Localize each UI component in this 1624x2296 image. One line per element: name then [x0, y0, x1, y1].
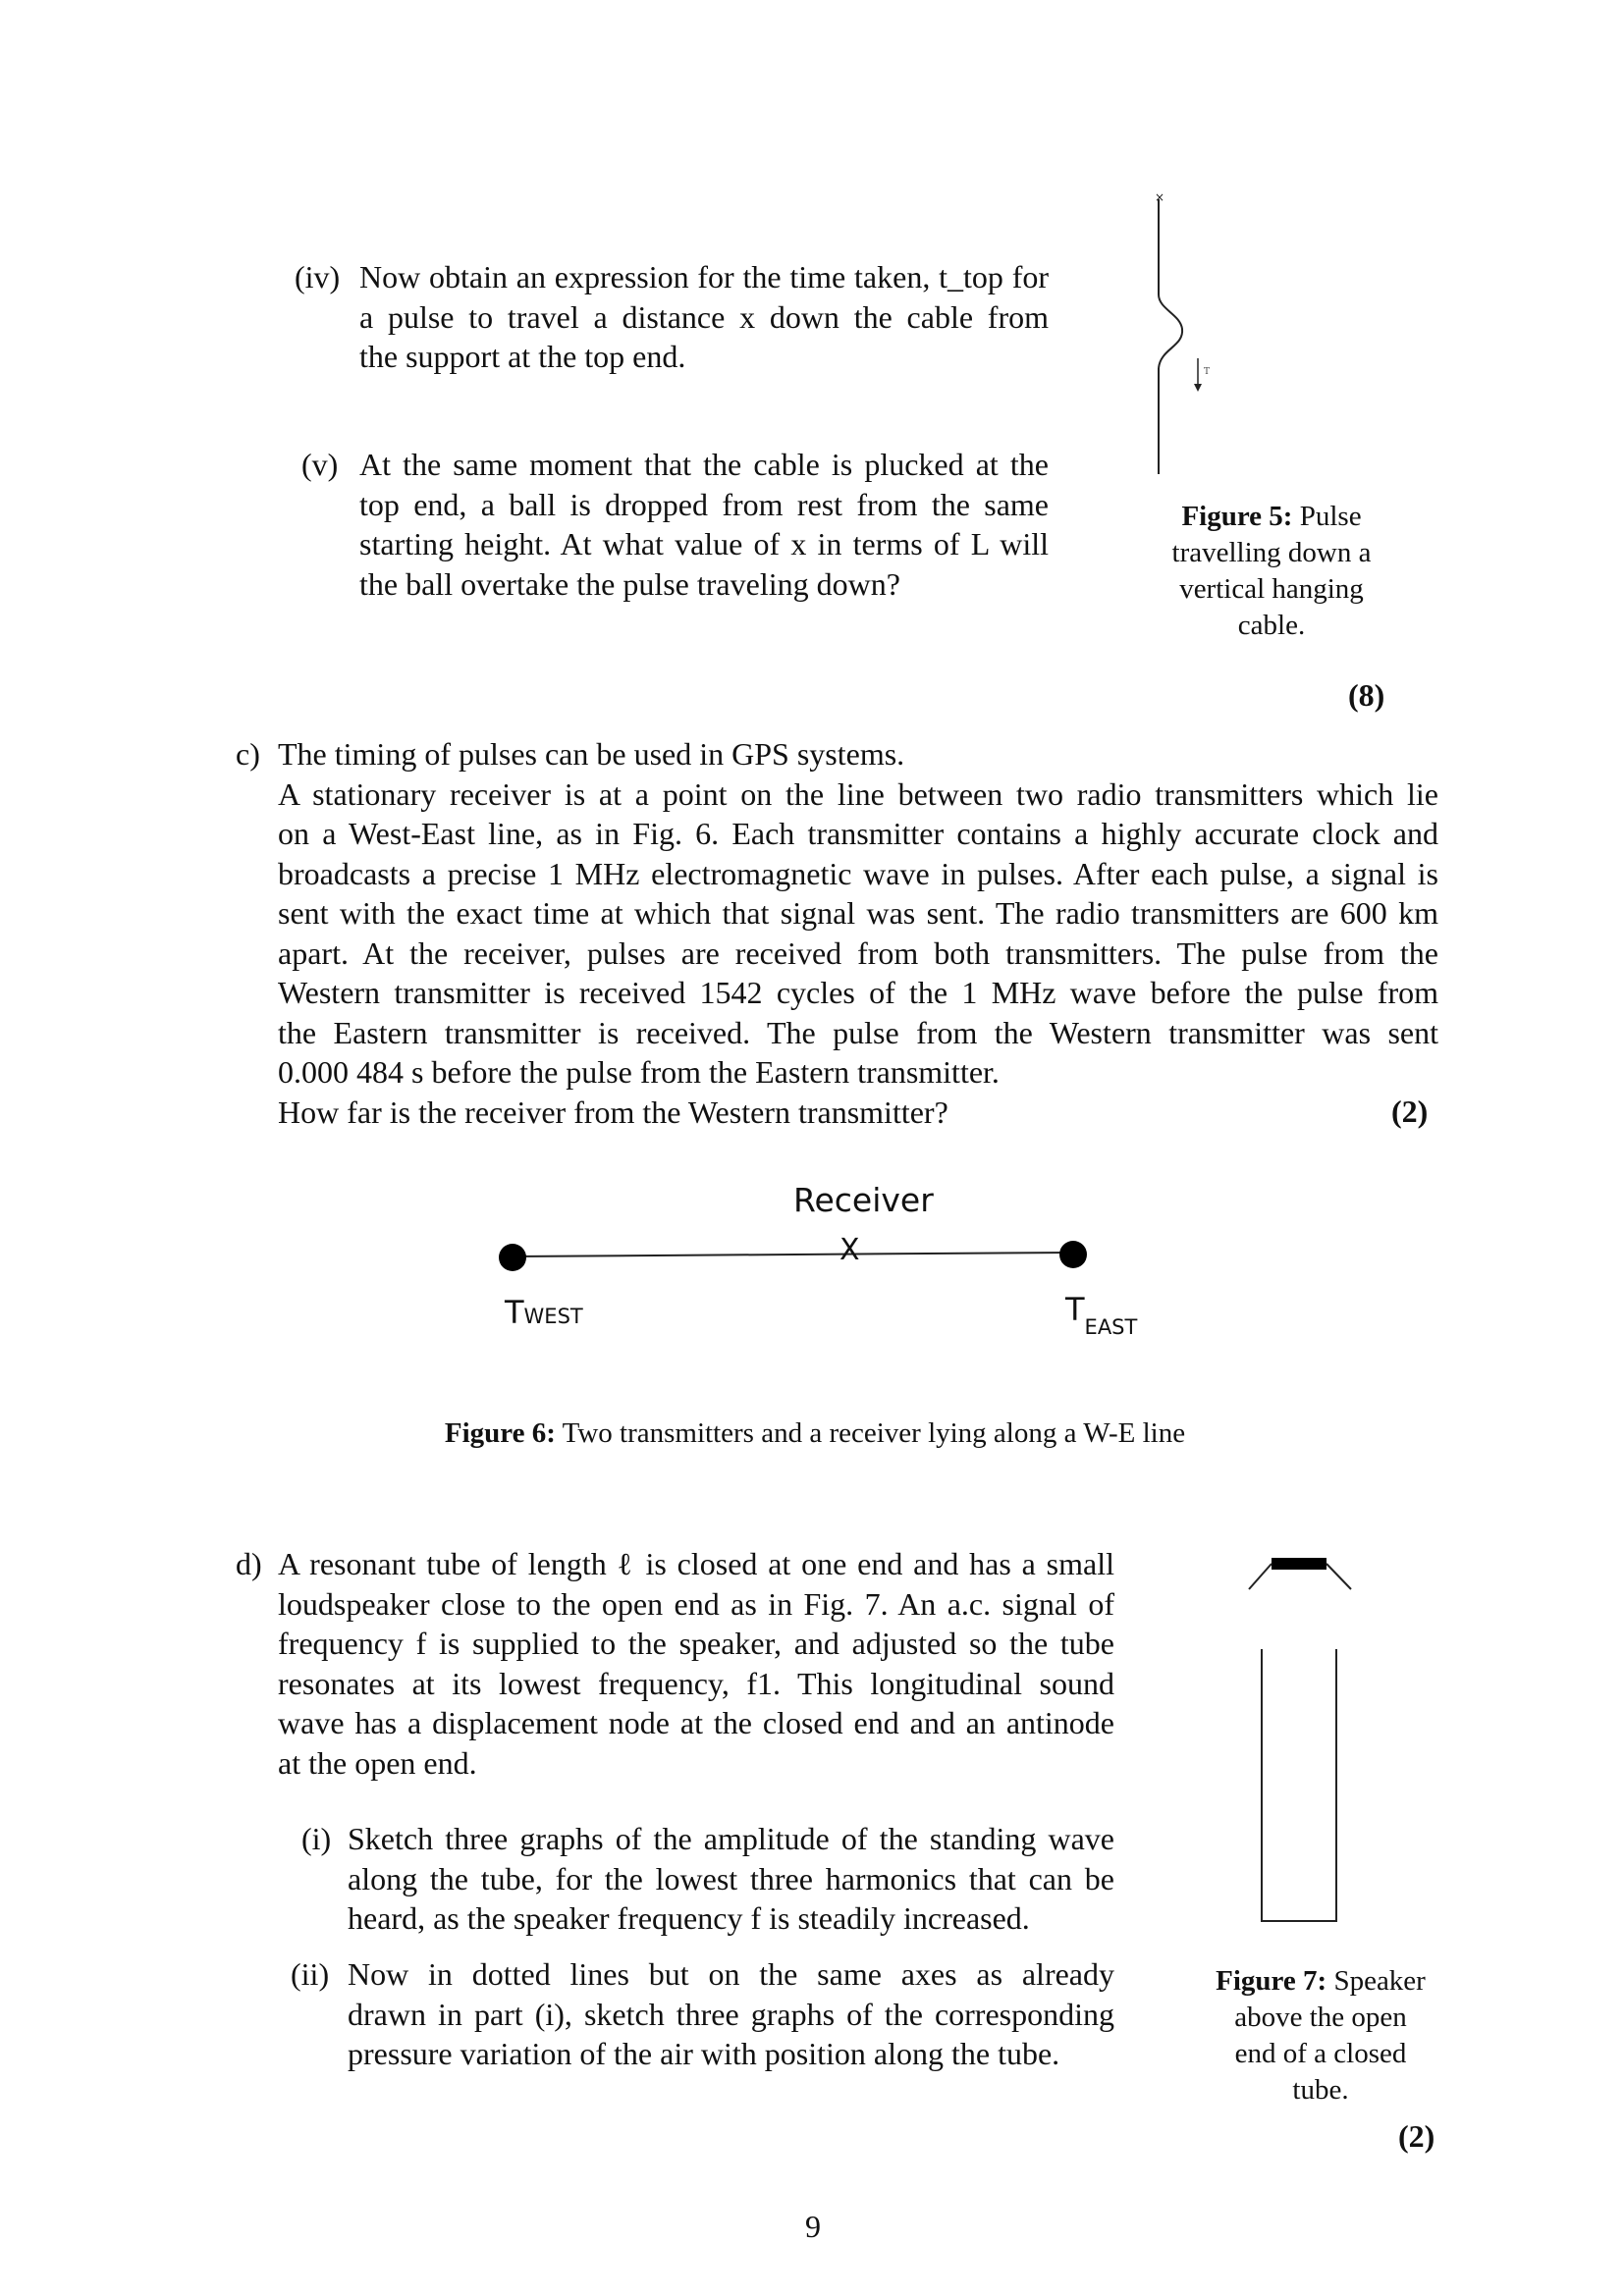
speaker-right-edge — [1326, 1564, 1351, 1589]
caption-text: Two transmitters and a receiver lying along a W-E line — [562, 1417, 1186, 1449]
caption-line: cable. — [1237, 610, 1306, 641]
east-transmitter-label: $T_{EAST}$ — [1065, 1291, 1138, 1339]
figure-7-speaker-tube — [1237, 1546, 1365, 1934]
question-text-line: How far is the receiver from the Western transmitter? — [278, 1094, 948, 1130]
question-c-label: c) — [236, 736, 260, 772]
question-text-line: frequency f is supplied to the speaker, and adjusted so the tube — [278, 1626, 1114, 1661]
question-label: (iv) — [295, 259, 341, 294]
question-text-line: heard, as the speaker frequency f is steadily increased. — [348, 1900, 1030, 1936]
receiver-label: Receiver — [793, 1181, 934, 1219]
question-text-line: Now in dotted lines but on the same axes as already — [348, 1956, 1114, 1992]
arrow-head-icon — [1194, 384, 1202, 392]
question-text-line: Now obtain an expression for the time taken, t_top for — [359, 259, 1049, 294]
question-text-line: broadcasts a precise 1 MHz electromagnetic wave in pulses. After each pulse, a signal is — [278, 855, 1438, 891]
question-text-line: At the same moment that the cable is plucked at the — [359, 447, 1049, 482]
east-transmitter-dot — [1059, 1241, 1087, 1268]
question-text-line: A stationary receiver is at a point on the line between two radio transmitters which lie — [278, 775, 1438, 812]
west-transmitter-label: TWEST — [505, 1294, 583, 1331]
figure-label: Figure 7: — [1216, 1965, 1327, 1997]
question-text-line: pressure variation of the air with position along the tube. — [348, 2036, 1060, 2071]
question-text-line: along the tube, for the lowest three harmonics that can be — [348, 1860, 1114, 1896]
question-label: (v) — [301, 447, 339, 482]
question-text-line: drawn in part (i), sketch three graphs of the corresponding — [348, 1996, 1114, 2032]
question-text-line: a pulse to travel a distance x down the cable from — [359, 298, 1049, 335]
question-text-line: the support at the top end. — [359, 339, 686, 374]
question-c — [278, 734, 1438, 1132]
caption-line: tube. — [1292, 2074, 1349, 2106]
question-text-line: 0.000 484 s before the pulse from the Eastern transmitter. — [278, 1054, 1000, 1090]
figure-5-caption — [1149, 499, 1394, 644]
question-text-line: at the open end. — [278, 1744, 477, 1781]
closed-tube — [1262, 1649, 1336, 1921]
speaker-icon — [1272, 1558, 1326, 1570]
support-mark: × — [1155, 191, 1165, 204]
question-text-line: loudspeaker close to the open end as in Fig. 7. An a.c. signal of — [278, 1585, 1114, 1622]
question-text-line: sent with the exact time at which that signal was sent. The radio transmitters are 600 km — [278, 895, 1438, 931]
speaker-left-edge — [1249, 1564, 1272, 1589]
page-number: 9 — [805, 2209, 821, 2244]
question-text-line: the Eastern transmitter is received. The pulse from the Western transmitter was sent — [278, 1014, 1438, 1050]
receiver-mark: X — [839, 1233, 860, 1267]
figure-label: Figure 6: — [444, 1417, 556, 1449]
question-text-line: Western transmitter is received 1542 cycles of the 1 MHz wave before the pulse from — [278, 975, 1438, 1010]
question-text-line: The timing of pulses can be used in GPS systems. — [278, 736, 905, 772]
question-d — [278, 1544, 1114, 1783]
figure-7-caption — [1193, 1963, 1448, 2109]
question-text-line: apart. At the receiver, pulses are received from both transmitters. The pulse from the — [278, 934, 1438, 971]
question-text-line: Sketch three graphs of the amplitude of the standing wave — [348, 1821, 1114, 1856]
figure-label: Figure 5: — [1181, 501, 1293, 532]
marks-part-d: (2) — [1398, 2118, 1435, 2154]
marks-part-c: (2) — [1391, 1094, 1429, 1129]
caption-line: end of a closed — [1234, 2038, 1407, 2069]
question-text-line: resonates at its lowest frequency, f1. This longitudinal sound — [278, 1665, 1114, 1701]
marks-part-b: (8) — [1348, 677, 1385, 713]
caption-line: above the open — [1234, 2002, 1407, 2033]
west-transmitter-dot — [499, 1244, 526, 1271]
caption-line: travelling down a — [1171, 537, 1372, 568]
question-text-line: wave has a displacement node at the closed end and an antinode — [278, 1705, 1114, 1740]
tension-label: T — [1204, 367, 1211, 377]
west-east-line — [513, 1253, 1072, 1256]
question-label: (i) — [301, 1821, 332, 1856]
caption-line: Speaker — [1333, 1965, 1426, 1997]
pulse-bump — [1159, 294, 1182, 368]
question-text-line: top end, a ball is dropped from rest from the same — [359, 486, 1049, 522]
figure-5-hanging-cable — [1139, 191, 1227, 476]
question-text-line: the ball overtake the pulse traveling down? — [359, 565, 900, 602]
question-d-label: d) — [236, 1546, 262, 1581]
figure-6-caption — [373, 1415, 1257, 1452]
question-text-line: A resonant tube of length ℓ is closed at one end and has a small — [278, 1546, 1114, 1581]
question-label: (ii) — [291, 1956, 330, 1992]
caption-line: vertical hanging — [1179, 573, 1364, 605]
caption-line: Pulse — [1299, 501, 1362, 532]
question-text-line: on a West-East line, as in Fig. 6. Each transmitter contains a highly accurate clock and — [278, 816, 1438, 851]
question-text-line: starting height. At what value of x in terms of L will — [359, 526, 1049, 561]
